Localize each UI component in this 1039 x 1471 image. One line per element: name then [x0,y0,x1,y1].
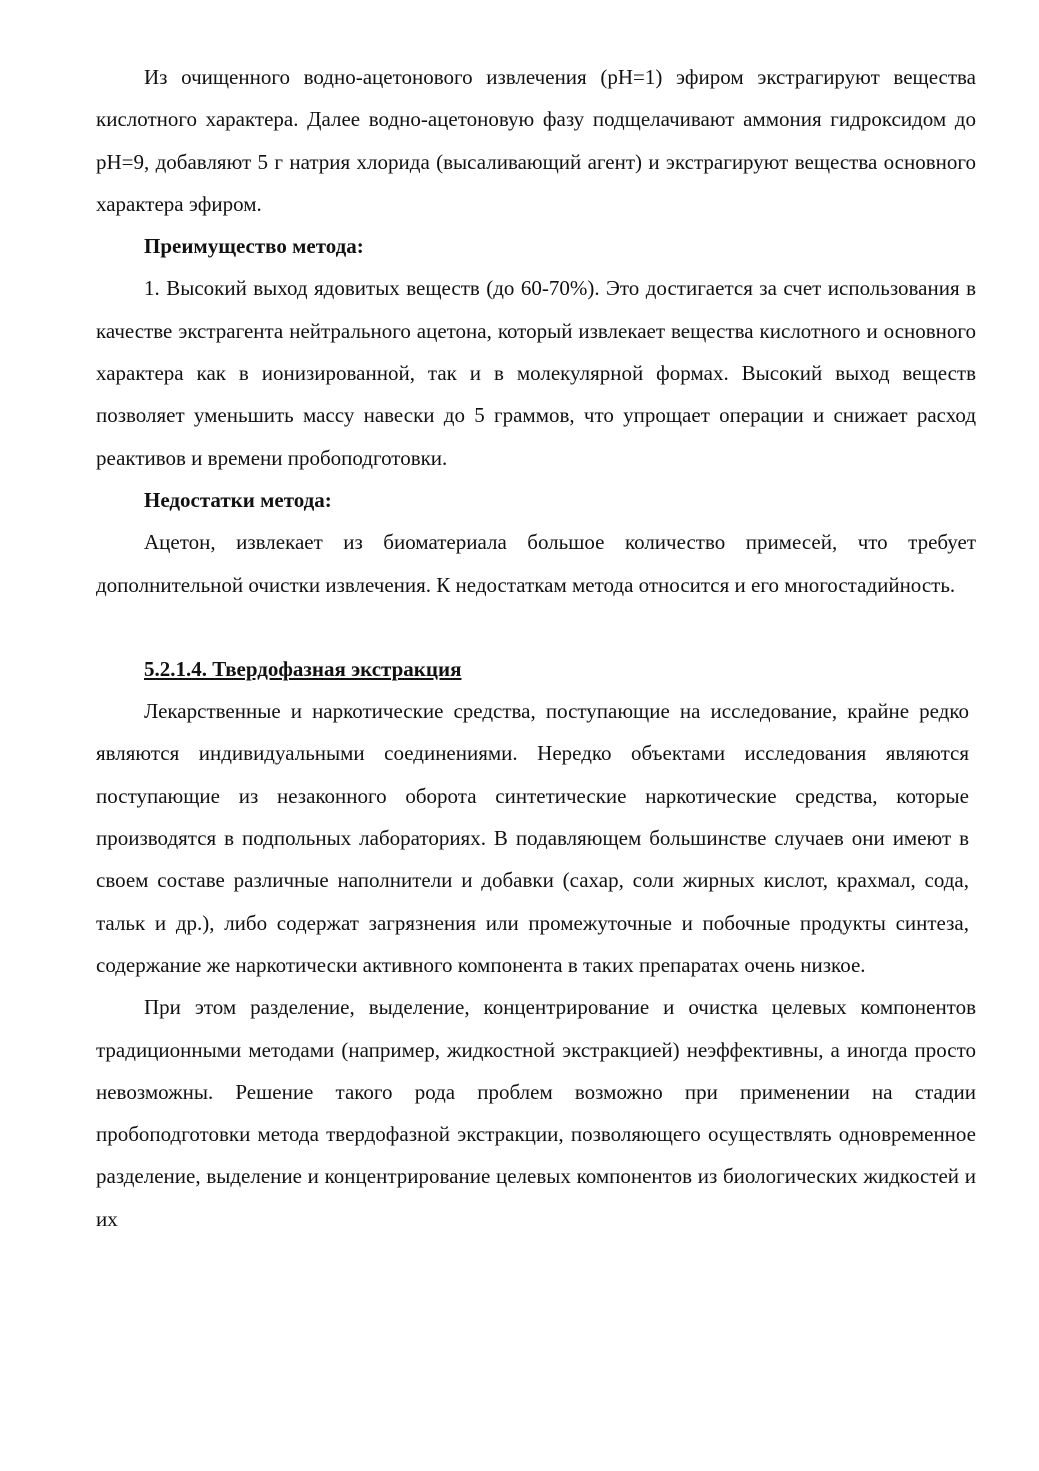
paragraph-solid-phase-extraction: При этом разделение, выделение, концентрирование и очистка целевых компонентов традиционными методами (например, жидкостной экстракцией) неэффективны, а иногда просто невозможны. Решение такого рода проблем возможно при применении на стадии пробоподготовки метода твердофазной экстракции, позволяющего осуществлять одновременное разделение, выделение и концентрирование целевых компонентов из биологических жидкостей и их [96,995,976,1231]
disadvantage-heading: Недостатки метода: [144,487,332,512]
advantage-heading: Преимущество метода: [144,234,364,259]
paragraph-extraction-description: Из очищенного водно-ацетонового извлечения (pH=1) эфиром экстрагируют вещества кислотного характера. Далее водно-ацетоновую фазу подщелачивают аммония гидроксидом до pH=9, добавляют 5 г натрия хлорида (высаливающий агент) и экстрагируют вещества основного характера эфиром. [96,65,976,216]
section-heading: 5.2.1.4. Твердофазная экстракция [144,656,462,681]
paragraph-advantage: 1. Высокий выход ядовитых веществ (до 60-70%). Это достигается за счет использования в качестве экстрагента нейтрального ацетона, который извлекает вещества кислотного и основного характера как в ионизированной, так и в молекулярной формах. Высокий выход веществ позволяет уменьшить массу навески до 5 граммов, что упрощает операции и снижает расход реактивов и времени пробоподготовки. [96,276,976,470]
section-spacer [96,606,976,648]
paragraph-disadvantage: Ацетон, извлекает из биоматериала большое количество примесей, что требует дополнительной очистки извлечения. К недостаткам метода относится и его многостадийность. [96,530,976,597]
paragraph-drugs-composition: Лекарственные и наркотические средства, поступающие на исследование, крайне редко являются индивидуальными соединениями. Нередко объектами исследования являются поступающие из незаконного оборота синтетические наркотические средства, которые производятся в подпольных лабораториях. В подавляющем большинстве случаев они имеют в своем составе различные наполнители и добавки (сахар, соли жирных кислот, крахмал, сода, тальк и др.), либо содержат загрязнения или промежуточные и побочные продукты синтеза, содержание же наркотически активного компонента в таких препаратах очень низкое. [96,699,969,977]
